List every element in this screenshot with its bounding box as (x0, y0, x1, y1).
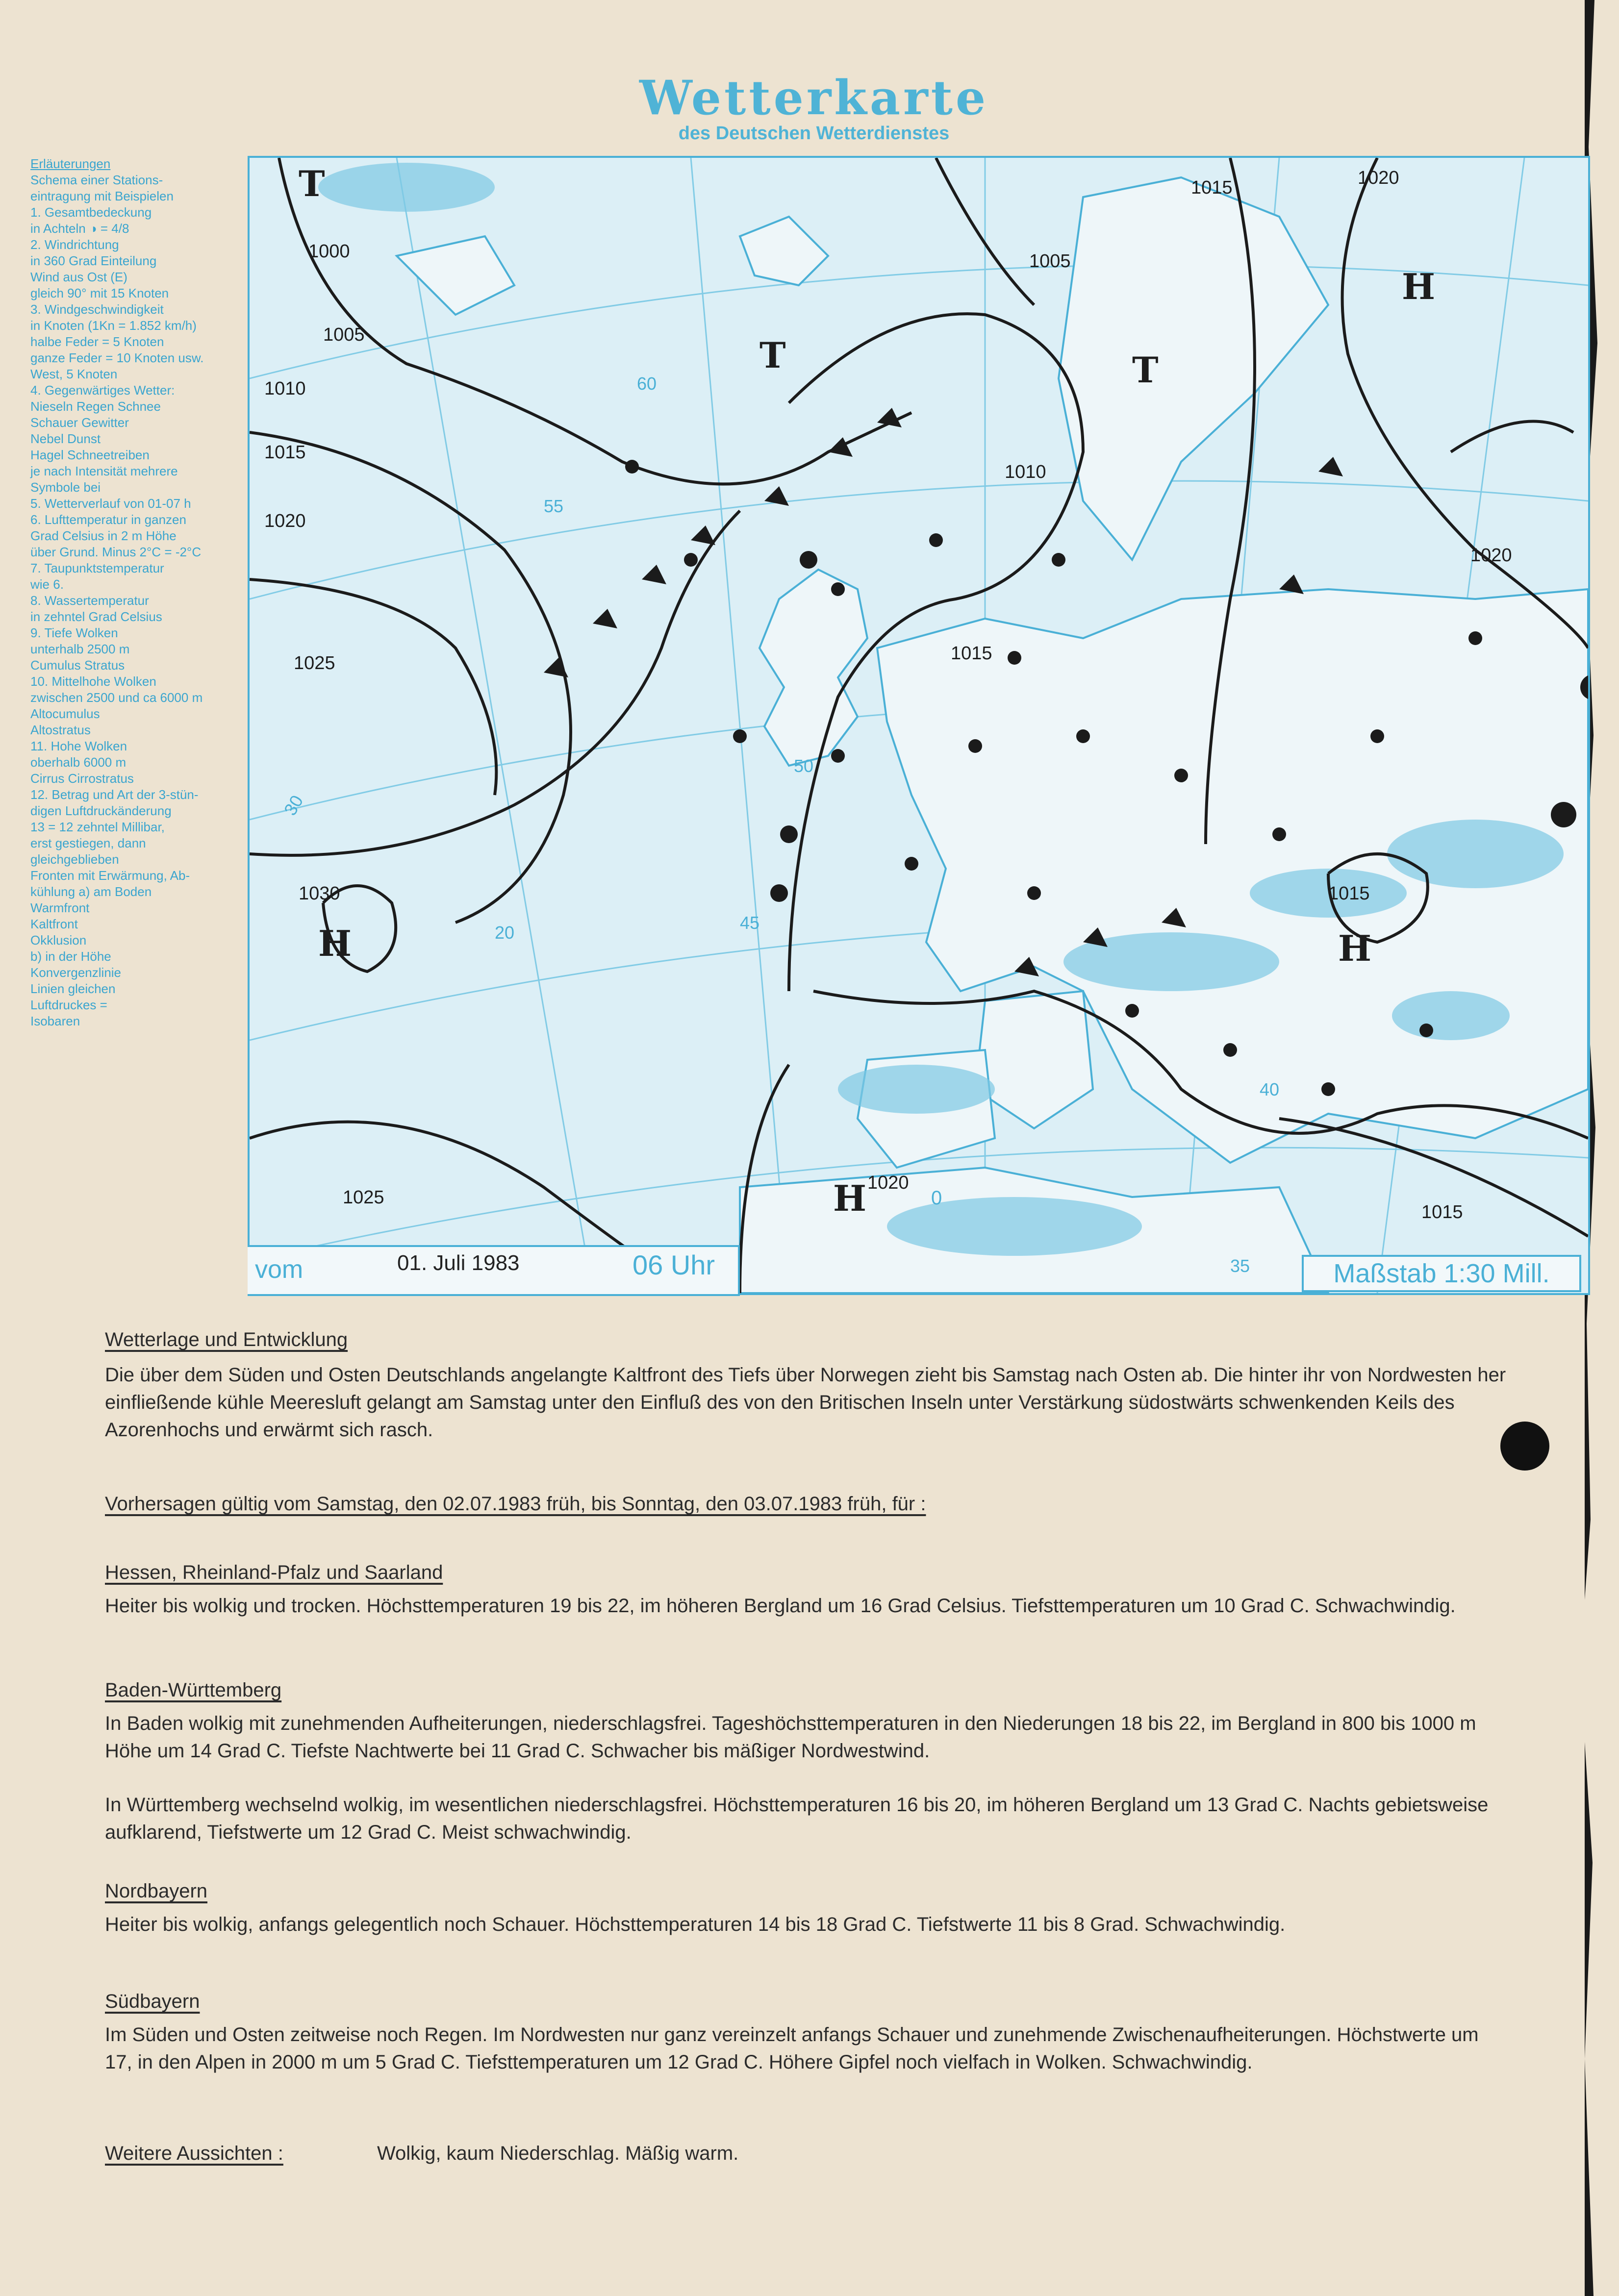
legend-line: in 360 Grad Einteilung (30, 253, 157, 268)
legend-line: Hagel Schneetreiben (30, 448, 150, 462)
title-subtitle: des Deutschen Wetterdienstes (678, 123, 950, 144)
legend-line: Warmfront (30, 900, 90, 915)
legend-line: Nieseln Regen Schnee (30, 399, 161, 414)
legend-line: Okklusion (30, 933, 87, 948)
section-hessen (105, 1559, 1507, 1620)
latitude-label: 55 (544, 496, 564, 516)
latitude-label: 35 (1230, 1256, 1250, 1276)
latitude-label: 40 (1260, 1079, 1280, 1099)
legend-line: Kaltfront (30, 917, 78, 931)
weather-map-svg (250, 158, 1588, 1293)
legend-line: Altostratus (30, 723, 91, 737)
legend-line: 3. Windgeschwindigkeit (30, 302, 164, 317)
legend-line: eintragung mit Beispielen (30, 189, 174, 203)
legend-line: 1. Gesamtbedeckung (30, 205, 152, 220)
legend-line: Linien gleichen (30, 981, 116, 996)
nordbayern-heading: Nordbayern (105, 1880, 208, 1902)
high-pressure-center: H (318, 923, 352, 964)
section-wetterlage (105, 1326, 1507, 1444)
legend-line: b) in der Höhe (30, 949, 111, 964)
footer-vom: vom (255, 1255, 304, 1284)
legend-line: oberhalb 6000 m (30, 755, 126, 770)
aussichten-heading: Weitere Aussichten : (105, 2143, 283, 2164)
high-pressure-center: H (1338, 927, 1372, 969)
legend-line: Cumulus Stratus (30, 658, 125, 673)
legend-line: Symbole bei (30, 480, 101, 495)
isobar-label: 1020 (264, 511, 306, 531)
section-nordbayern (105, 1877, 1507, 1938)
section-vorhersage (105, 1490, 1507, 1518)
legend-line: Isobaren (30, 1014, 80, 1028)
legend-line: Erläuterungen (30, 156, 111, 171)
isobar-label: 1030 (299, 883, 340, 904)
isobar-label: 1020 (1358, 168, 1399, 188)
high-pressure-center: H (833, 1177, 867, 1219)
legend-line: 12. Betrag und Art der 3-stün- (30, 787, 199, 802)
legend-line: zwischen 2500 und ca 6000 m (30, 690, 203, 705)
legend-line: Fronten mit Erwärmung, Ab- (30, 868, 190, 883)
legend-line: Wind aus Ost (E) (30, 270, 127, 284)
legend-line: über Grund. Minus 2°C = -2°C (30, 545, 202, 559)
legend-line: 2. Windrichtung (30, 237, 119, 252)
suedbayern-heading: Südbayern (105, 1991, 200, 2012)
legend-line: Schema einer Stations- (30, 173, 163, 187)
legend-line: Nebel Dunst (30, 431, 101, 446)
wetterlage-body: Die über dem Süden und Osten Deutschlands angelangte Kaltfront des Tiefs über Norwegen zieht bis Samstag nach Osten ab. Die hinter ihr von Nordwesten her einfließende kühle Meeresluft gelangt am Samstag unter den Einfluß des von den Britischen Inseln unter Verstärkung südostwärts schwenkenden Keils des Azorenhochs und erwärmt sich rasch. (105, 1364, 1506, 1441)
isobar-label: 1005 (1029, 251, 1071, 272)
isobar-label: 1025 (343, 1187, 384, 1208)
low-pressure-center: T (299, 163, 325, 204)
section-aussichten (105, 2140, 1507, 2167)
low-pressure-center: T (759, 334, 786, 376)
baden-body: In Baden wolkig mit zunehmenden Aufheiterungen, niederschlagsfrei. Tageshöchsttemperaturen in den Niederungen 18 bis 22, im Bergland in 800 bis 1000 m Höhe um 14 Grad C. Tiefste Nachtwerte bei 11 Grad C. Schwacher bis mäßiger Nordwestwind. (105, 1713, 1476, 1762)
legend-line: 9. Tiefe Wolken (30, 625, 118, 640)
legend-line: 7. Taupunktstemperatur (30, 561, 164, 575)
legend-line: halbe Feder = 5 Knoten (30, 334, 164, 349)
legend-line: Cirrus Cirrostratus (30, 771, 134, 786)
latitude-label: 30 (279, 792, 307, 819)
high-pressure-center: H (1402, 266, 1436, 307)
isobar-label: 1010 (1005, 462, 1046, 482)
legend-line: Konvergenzlinie (30, 965, 122, 980)
isobar-label: 1015 (264, 442, 306, 463)
legend-line: digen Luftdruckänderung (30, 803, 172, 818)
legend-line: Altocumulus (30, 706, 100, 721)
legend-line: erst gestiegen, dann (30, 836, 146, 850)
map-scale: Maßstab 1:30 Mill. (1302, 1255, 1581, 1292)
legend-line: 6. Lufttemperatur in ganzen (30, 512, 186, 527)
isobar-label: 1025 (294, 653, 335, 674)
aussichten-body: Wolkig, kaum Niederschlag. Mäßig warm. (377, 2143, 739, 2164)
legend-line: Grad Celsius in 2 m Höhe (30, 528, 177, 543)
hessen-body: Heiter bis wolkig und trocken. Höchsttemperaturen 19 bis 22, im höheren Bergland um 16 Grad Celsius. Tiefsttemperaturen um 10 Grad C. Schwachwindig. (105, 1595, 1456, 1617)
isobar-label: 1015 (1421, 1202, 1463, 1223)
punch-hole-page (1500, 1422, 1549, 1471)
legend-line: gleich 90° mit 15 Knoten (30, 286, 169, 300)
nordbayern-body: Heiter bis wolkig, anfangs gelegentlich noch Schauer. Höchsttemperaturen 14 bis 18 Grad C. Tiefstwerte 11 bis 8 Grad. Schwachwindig. (105, 1914, 1286, 1935)
isobar-label: 1015 (1328, 883, 1370, 904)
latitude-label: 50 (794, 756, 814, 776)
vorhersage-heading: Vorhersagen gültig vom Samstag, den 02.07.1983 früh, bis Sonntag, den 03.07.1983 früh, für : (105, 1493, 926, 1515)
latitude-label: 45 (740, 913, 760, 933)
legend-line: ganze Feder = 10 Knoten usw. (30, 350, 204, 365)
legend-line: 5. Wetterverlauf von 01-07 h (30, 496, 191, 511)
latitude-label: 0 (931, 1187, 942, 1209)
latitude-label: 20 (495, 923, 515, 943)
legend-line: 10. Mittelhohe Wolken (30, 674, 156, 689)
legend-line: 4. Gegenwärtiges Wetter: (30, 383, 175, 398)
latitude-label: 60 (637, 374, 657, 394)
isobar-label: 1010 (264, 378, 306, 399)
legend-line: gleichgeblieben (30, 852, 119, 867)
legend-line: 13 = 12 zehntel Millibar, (30, 820, 165, 834)
suedbayern-body: Im Süden und Osten zeitweise noch Regen. Im Nordwesten nur ganz vereinzelt anfangs Schauer und zunehmende Zwischenaufheiterungen. Höchstwerte um 17, in den Alpen in 2000 m um 5 Grad C. Tiefsttemperaturen um 12 Grad C. Höhere Gipfel noch vielfach in Wolken. Schwachwindig. (105, 2024, 1479, 2073)
title-main: Wetterkarte (639, 70, 989, 125)
bw-heading: Baden-Württemberg (105, 1679, 282, 1701)
map-time: 06 Uhr (632, 1249, 715, 1280)
legend-line: kühlung a) am Boden (30, 884, 152, 899)
isobar-label: 1020 (1470, 545, 1512, 566)
page-title (618, 70, 1010, 144)
isobar-label: 1005 (323, 324, 365, 345)
legend-line: West, 5 Knoten (30, 367, 118, 381)
section-suedbayern (105, 1988, 1507, 2076)
low-pressure-center: T (1132, 349, 1159, 391)
wetterlage-heading: Wetterlage und Entwicklung (105, 1329, 348, 1350)
legend-line: in Achteln ◑ = 4/8 (30, 221, 129, 236)
isobar-label: 1020 (867, 1173, 909, 1193)
legend-line: in Knoten (1Kn = 1.852 km/h) (30, 318, 197, 333)
wuerttemberg-body: In Württemberg wechselnd wolkig, im wesentlichen niederschlagsfrei. Höchsttemperaturen 16 bis 20, im höheren Bergland um 13 Grad C. Nachts gebietsweise aufklarend, Tiefstwerte um 12 Grad C. Meist schwachwindig. (105, 1794, 1489, 1843)
section-baden-wuerttemberg (105, 1676, 1507, 1846)
legend-line: je nach Intensität mehrere (30, 464, 178, 478)
legend-panel (30, 156, 246, 1029)
hessen-heading: Hessen, Rheinland-Pfalz und Saarland (105, 1562, 443, 1583)
legend-line: 11. Hohe Wolken (30, 739, 127, 753)
isobar-label: 1000 (308, 241, 350, 262)
legend-line: 8. Wassertemperatur (30, 593, 149, 608)
weather-map (248, 156, 1590, 1295)
legend-line: Luftdruckes = (30, 998, 107, 1012)
legend-line: unterhalb 2500 m (30, 642, 130, 656)
legend-line: Schauer Gewitter (30, 415, 129, 430)
legend-line: in zehntel Grad Celsius (30, 609, 162, 624)
legend-line: wie 6. (30, 577, 64, 592)
isobar-label: 1015 (951, 643, 992, 664)
isobar-label: 1015 (1191, 177, 1233, 198)
map-date: 01. Juli 1983 (397, 1251, 520, 1275)
